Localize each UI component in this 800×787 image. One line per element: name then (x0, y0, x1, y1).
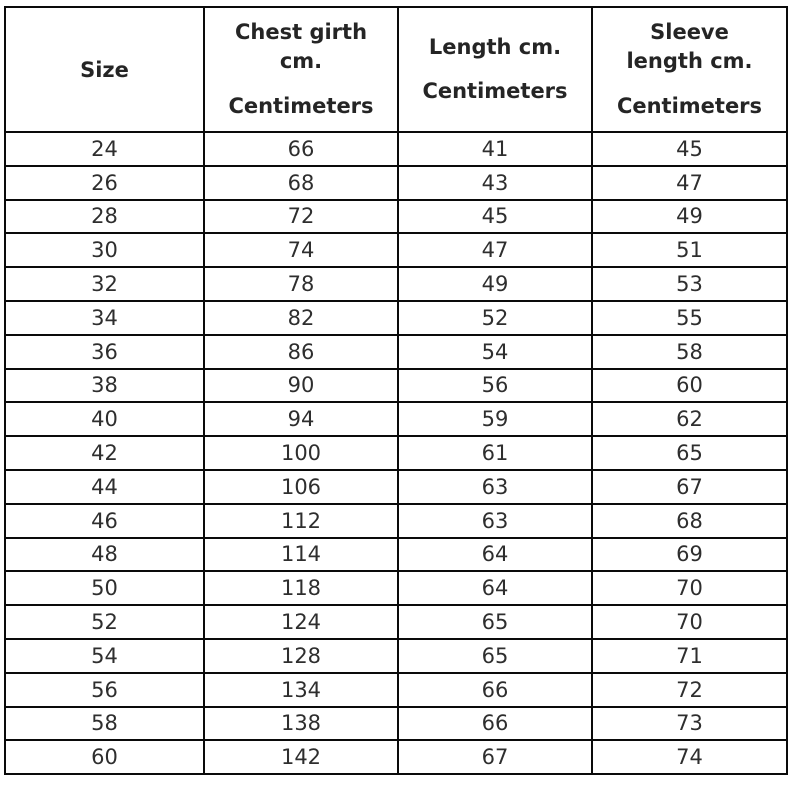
table-row (5, 132, 787, 166)
table-row (5, 402, 787, 436)
cell-size: 40 (5, 402, 204, 436)
cell-length: 63 (398, 504, 592, 538)
table-row (5, 639, 787, 673)
column-header-length-unit: Centimeters (422, 79, 568, 103)
cell-chest-girth: 128 (204, 639, 398, 673)
table-row (5, 166, 787, 200)
cell-chest-girth: 138 (204, 707, 398, 741)
cell-size: 28 (5, 200, 204, 234)
table-row (5, 200, 787, 234)
cell-chest-girth: 124 (204, 605, 398, 639)
cell-size: 58 (5, 707, 204, 741)
table-row (5, 605, 787, 639)
cell-sleeve-length: 68 (592, 504, 787, 538)
cell-length: 64 (398, 538, 592, 572)
cell-sleeve-length: 69 (592, 538, 787, 572)
table-row (5, 233, 787, 267)
cell-size: 38 (5, 369, 204, 403)
cell-sleeve-length: 70 (592, 571, 787, 605)
cell-length: 59 (398, 402, 592, 436)
cell-sleeve-length: 55 (592, 301, 787, 335)
cell-length: 43 (398, 166, 592, 200)
cell-sleeve-length: 58 (592, 335, 787, 369)
cell-size: 42 (5, 436, 204, 470)
table-row (5, 740, 787, 774)
cell-length: 56 (398, 369, 592, 403)
cell-length: 66 (398, 673, 592, 707)
cell-chest-girth: 86 (204, 335, 398, 369)
cell-chest-girth: 68 (204, 166, 398, 200)
column-header-sleeve-length-unit: Centimeters (616, 93, 763, 118)
cell-size: 30 (5, 233, 204, 267)
cell-length: 67 (398, 740, 592, 774)
header-row (5, 7, 787, 132)
table-row (5, 571, 787, 605)
cell-size: 44 (5, 470, 204, 504)
size-chart-table (4, 6, 788, 775)
cell-chest-girth: 78 (204, 267, 398, 301)
table-row (5, 369, 787, 403)
cell-sleeve-length: 62 (592, 402, 787, 436)
column-header-size-label: Size (80, 57, 129, 82)
cell-sleeve-length: 72 (592, 673, 787, 707)
table-row (5, 267, 787, 301)
cell-sleeve-length: 60 (592, 369, 787, 403)
cell-sleeve-length: 51 (592, 233, 787, 267)
cell-size: 52 (5, 605, 204, 639)
table-row (5, 504, 787, 538)
table-header (5, 7, 787, 132)
column-header-sleeve-length (592, 7, 787, 132)
cell-sleeve-length: 53 (592, 267, 787, 301)
cell-chest-girth: 66 (204, 132, 398, 166)
cell-sleeve-length: 49 (592, 200, 787, 234)
cell-length: 54 (398, 335, 592, 369)
cell-chest-girth: 114 (204, 538, 398, 572)
table-row (5, 673, 787, 707)
column-header-chest-girth (204, 7, 398, 132)
column-header-size (5, 7, 204, 132)
column-header-chest-girth-unit: Centimeters (228, 93, 374, 118)
cell-chest-girth: 100 (204, 436, 398, 470)
cell-chest-girth: 94 (204, 402, 398, 436)
cell-sleeve-length: 71 (592, 639, 787, 673)
cell-size: 54 (5, 639, 204, 673)
cell-length: 64 (398, 571, 592, 605)
cell-size: 24 (5, 132, 204, 166)
cell-chest-girth: 118 (204, 571, 398, 605)
cell-length: 61 (398, 436, 592, 470)
cell-sleeve-length: 67 (592, 470, 787, 504)
cell-length: 52 (398, 301, 592, 335)
cell-length: 45 (398, 200, 592, 234)
cell-length: 47 (398, 233, 592, 267)
cell-sleeve-length: 47 (592, 166, 787, 200)
cell-size: 60 (5, 740, 204, 774)
cell-chest-girth: 106 (204, 470, 398, 504)
cell-size: 48 (5, 538, 204, 572)
cell-length: 65 (398, 605, 592, 639)
cell-size: 46 (5, 504, 204, 538)
table-row (5, 436, 787, 470)
cell-size: 34 (5, 301, 204, 335)
cell-size: 36 (5, 335, 204, 369)
cell-chest-girth: 134 (204, 673, 398, 707)
cell-size: 56 (5, 673, 204, 707)
cell-sleeve-length: 73 (592, 707, 787, 741)
table-body (5, 132, 787, 774)
cell-chest-girth: 74 (204, 233, 398, 267)
cell-size: 50 (5, 571, 204, 605)
cell-size: 32 (5, 267, 204, 301)
cell-sleeve-length: 70 (592, 605, 787, 639)
table-row (5, 707, 787, 741)
table-row (5, 335, 787, 369)
column-header-chest-girth-label: Chest girth cm. (234, 19, 368, 74)
cell-length: 65 (398, 639, 592, 673)
cell-sleeve-length: 74 (592, 740, 787, 774)
cell-chest-girth: 142 (204, 740, 398, 774)
table-row (5, 301, 787, 335)
table-row (5, 470, 787, 504)
cell-sleeve-length: 45 (592, 132, 787, 166)
table-row (5, 538, 787, 572)
cell-length: 66 (398, 707, 592, 741)
cell-chest-girth: 90 (204, 369, 398, 403)
column-header-length-label: Length cm. (428, 34, 562, 59)
column-header-length (398, 7, 592, 132)
cell-sleeve-length: 65 (592, 436, 787, 470)
cell-length: 49 (398, 267, 592, 301)
column-header-sleeve-length-label: Sleeve length cm. (626, 19, 753, 74)
cell-size: 26 (5, 166, 204, 200)
cell-length: 41 (398, 132, 592, 166)
cell-chest-girth: 112 (204, 504, 398, 538)
cell-chest-girth: 72 (204, 200, 398, 234)
cell-chest-girth: 82 (204, 301, 398, 335)
cell-length: 63 (398, 470, 592, 504)
